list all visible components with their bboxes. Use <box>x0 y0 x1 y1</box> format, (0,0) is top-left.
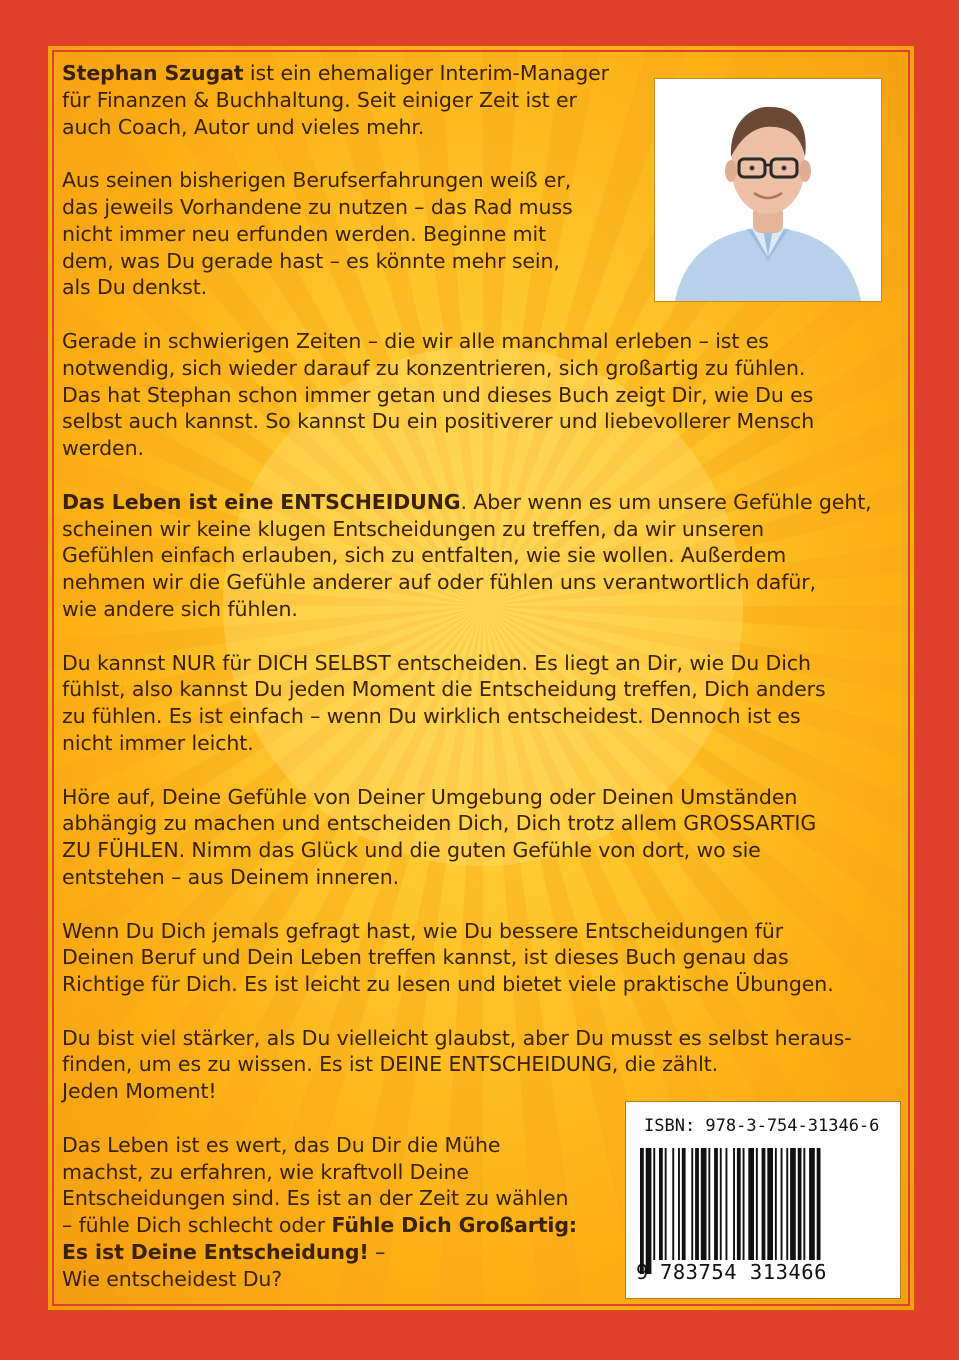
barcode-bar <box>775 1148 777 1260</box>
author-portrait-image <box>655 79 881 301</box>
barcode-bar <box>786 1148 788 1260</box>
barcode-icon <box>638 1148 888 1274</box>
barcode-bar <box>678 1148 680 1260</box>
barcode-bar <box>737 1148 741 1260</box>
paragraph-4-emphasis: Das Leben ist eine ENTSCHEIDUNG <box>62 489 461 514</box>
barcode-bar <box>682 1148 686 1260</box>
barcode-bar <box>659 1148 663 1260</box>
barcode-bar <box>714 1148 718 1260</box>
barcode-bar <box>743 1148 745 1260</box>
blurb-paragraph-6 <box>62 784 892 891</box>
blurb-paragraph-3 <box>62 328 892 462</box>
paragraph-4-text: . Aber wenn es um unsere Gefühle geht, scheinen wir keine klugen Entscheidungen zu treffen, da wir unseren Gefühlen einfach erlauben, sich zu entfalten, wie sie wollen. Außerdem nehmen wir die Gefühle anderer auf oder fühlen uns verantwortlich dafür, wie andere sich fühlen. <box>62 489 872 621</box>
isbn-label: ISBN: 978-3-754-31346-6 <box>644 1116 880 1136</box>
barcode-panel <box>625 1101 901 1299</box>
closing-tail: – Wie entscheidest Du? <box>62 1240 386 1291</box>
barcode-bar <box>720 1148 722 1260</box>
barcode-bar <box>726 1148 728 1274</box>
paragraph-8-text: Du bist viel stärker, als Du vielleicht glaubst, aber Du musst es selbst heraus- finden, um es zu wissen. Es ist DEINE ENTSCHEIDUNG, die zählt. Jeden Moment! <box>62 1025 852 1104</box>
barcode-bar <box>695 1148 699 1260</box>
barcode-bar <box>762 1148 766 1260</box>
paragraph-3-text: Gerade in schwierigen Zeiten – die wir alle manchmal erleben – ist es notwendig, sich wieder darauf zu konzentrieren, sich großartig zu fühlen. Das hat Stephan schon immer getan und dieses Buch zeigt Dir, wie Du es selbst auch kannst. So kannst Du ein positiverer und liebevollerer Mensch werden. <box>62 328 815 461</box>
paragraph-1-text: ist ein ehemaliger Interim-Manager für Finanzen & Buchhaltung. Seit einiger Zeit ist er auch Coach, Autor und vieles mehr. <box>62 61 610 139</box>
author-photo <box>654 78 882 302</box>
barcode-bar <box>701 1148 707 1260</box>
barcode-bar <box>646 1148 652 1274</box>
barcode-bar <box>672 1148 674 1260</box>
barcode-first-digit: 9 <box>636 1260 649 1284</box>
paragraph-2-text: Aus seinen bisherigen Berufserfahrungen weiß er, das jeweils Vorhandene zu nutzen – das Rad muss nicht immer neu erfunden werden. Beginne mit dem, was Du gerade hast – es könnte mehr sein, als Du denkst. <box>62 168 573 300</box>
barcode-bar <box>665 1148 667 1260</box>
blurb-paragraph-7 <box>62 918 892 998</box>
barcode-bar <box>733 1148 735 1274</box>
barcode-bar <box>691 1148 693 1260</box>
barcode-bar <box>756 1148 758 1260</box>
barcode-bar <box>767 1148 773 1260</box>
author-name: Stephan Szugat <box>62 61 244 85</box>
barcode-bar <box>781 1148 783 1260</box>
closing-emphasis: Fühle Dich Großartig: Es ist Deine Entscheidung! <box>62 1213 578 1265</box>
barcode-digit-groups: 783754 313466 <box>660 1260 827 1284</box>
barcode-bar <box>790 1148 796 1260</box>
blurb-paragraph-5 <box>62 650 892 757</box>
paragraph-7-text: Wenn Du Dich jemals gefragt hast, wie Du bessere Entscheidungen für Deinen Beruf und Dein Leben treffen kannst, ist dieses Buch genau das Richtige für Dich. Es ist leicht zu lesen und bietet viele praktische Übungen. <box>62 918 834 997</box>
barcode-bar <box>798 1148 802 1260</box>
barcode-bar <box>748 1148 754 1260</box>
paragraph-5-text: Du kannst NUR für DICH SELBST entscheiden. Es liegt an Dir, wie Du Dich fühlst, also kannst Du jeden Moment die Entscheidung treffen, Dich anders zu fühlen. Es ist einfach – wenn Du wirklich entscheidest. Dennoch ist es nicht immer leicht. <box>62 650 826 755</box>
book-back-cover <box>46 44 916 1312</box>
closing-text: Das Leben ist es wert, das Du Dir die Mühe machst, zu erfahren, wie kraftvoll Deine Entscheidungen sind. Es ist an der Zeit zu wählen – fühle Dich schlecht oder <box>62 1132 569 1238</box>
blurb-paragraph-4 <box>62 489 892 623</box>
blurb-paragraph-8 <box>62 1025 892 1105</box>
barcode-bar <box>640 1148 644 1274</box>
paragraph-6-text: Höre auf, Deine Gefühle von Deiner Umgebung oder Deinen Umständen abhängig zu machen und entscheiden Dich, Dich trotz allem GROSSARTIG ZU FÜHLEN. Nimm das Glück und die guten Gefühle von dort, wo sie entstehen – aus Deinem inneren. <box>62 784 817 889</box>
barcode-bar <box>817 1148 821 1274</box>
barcode-bar <box>708 1148 710 1260</box>
barcode-bar <box>803 1148 805 1260</box>
barcode-bar <box>809 1148 815 1260</box>
barcode-bar <box>653 1148 655 1260</box>
